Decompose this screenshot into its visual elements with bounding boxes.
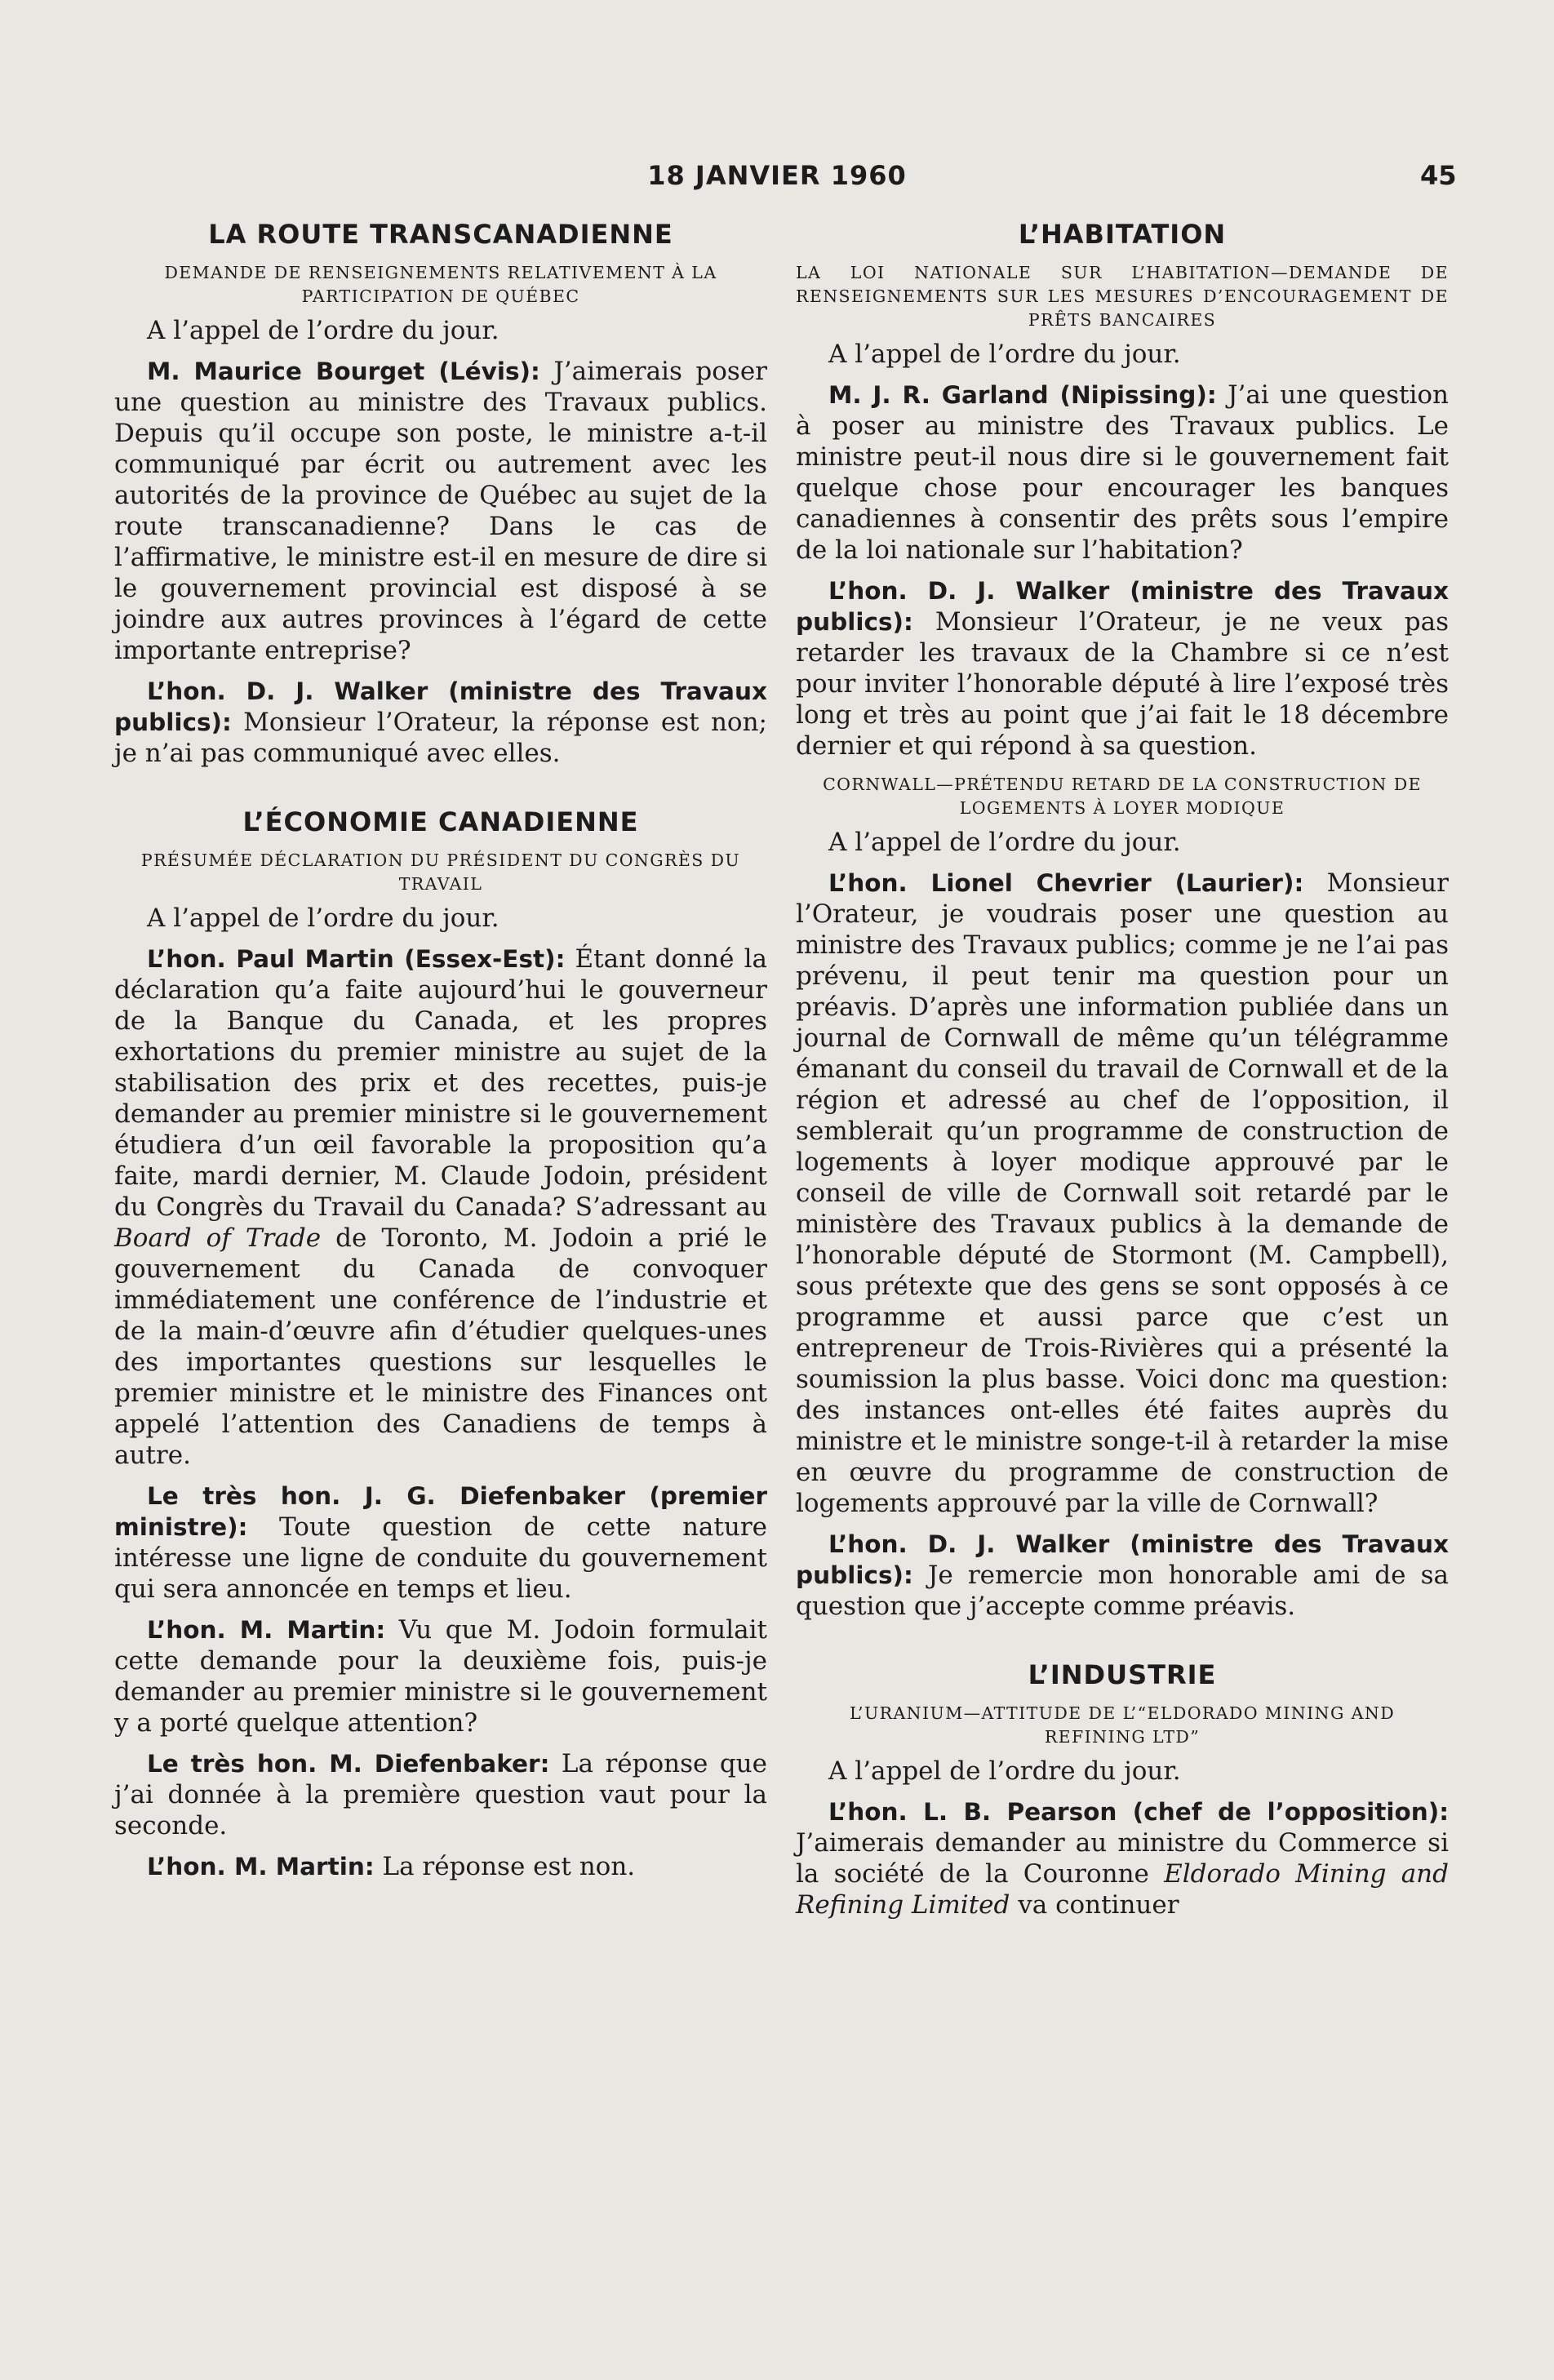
procedural-note: A l’appel de l’ordre du jour. [147,904,500,933]
speech-text: Vu que M. Jodoin formulait cette demande pour la deuxième fois, puis-je demander au premier ministre si le gouvernement y a porté quelque attention? [114,1615,767,1738]
speech-paragraph [114,1481,767,1605]
section-title: L’HABITATION [1018,219,1227,250]
page-number: 45 [1420,160,1457,191]
speech-paragraph [796,868,1449,1519]
speech-paragraph [114,1851,767,1882]
speech-text: J’aimerais poser une question au ministre des Travaux publics. Depuis qu’il occupe son poste, le ministre a-t-il communiqué par écrit ou autrement avec les autorités de la province de Québec au sujet de la route transcanadienne? Dans le cas de l’affirmative, le ministre est-il en mesure de dire si le gouvernement provincial est disposé à se joindre aux autres provinces à l’égard de cette importante entreprise? [114,357,767,665]
procedural-note: A l’appel de l’ordre du jour. [828,340,1181,369]
speech-text: Je remercie mon honorable ami de sa question que j’accepte comme préavis. [796,1561,1449,1621]
speech-paragraph [796,380,1449,566]
speech-paragraph [114,944,767,1471]
speaker-name: L’hon. Paul Martin (Essex-Est): [147,945,566,973]
speaker-name: L’hon. M. Martin: [147,1853,375,1880]
speech-paragraph [114,356,767,666]
speaker-name: L’hon. Lionel Chevrier (Laurier): [828,869,1304,897]
speech-paragraph [796,575,1449,762]
section-subtitle: LA LOI NATIONALE SUR L’HABITATION—DEMANDE DE RENSEIGNEMENTS SUR LES MESURES D’ENCOURAGEMENT DE PRÊTS BANCAIRES [796,263,1449,330]
page-header-date: 18 JANVIER 1960 [647,160,907,191]
section-subtitle: CORNWALL—PRÉTENDU RETARD DE LA CONSTRUCTION DE LOGEMENTS À LOYER MODIQUE [823,775,1422,818]
speaker-name: L’hon. L. B. Pearson (chef de l’opposition): [828,1798,1449,1826]
speech-paragraph [796,1529,1449,1622]
speech-text: Étant donné la déclaration qu’a faite aujourd’hui le gouverneur de la Banque du Canada, et les propres exhortations du premier ministre au sujet de la stabilisation des prix et des recettes, puis-je demander au premier ministre si le gouvernement étudiera d’un œil favorable la proposition qu’a faite, mardi dernier, M. Claude Jodoin, président du Congrès du Travail du Canada? S’adressant au [114,944,768,1222]
speech-text: Monsieur l’Orateur, la réponse est non; je n’ai pas communiqué avec elles. [114,708,767,768]
speech-text: Monsieur l’Orateur, je voudrais poser une question au ministre des Travaux publics; comme je ne l’ai pas prévenu, il peut tenir ma question pour un préavis. D’après une information publiée dans un journal de Cornwall de même qu’un télégramme émanant du conseil du travail de Cornwall et de la région et adressé au chef de l’opposition, il semblerait qu’un programme de construction de logements à loyer modique approuvé par le conseil de ville de Cornwall soit retardé par le ministère des Travaux publics à la demande de l’honorable député de Stormont (M. Campbell), sous prétexte que des gens se sont opposés à ce programme et aussi parce que c’est un entrepreneur de Trois-Rivières qui a présenté la soumission la plus basse. Voici donc ma question: des instances ont-elles été faites auprès du ministre et le ministre songe-t-il à retarder la mise en œuvre du programme de construction de logements approuvé par la ville de Cornwall? [796,868,1449,1518]
speech-text: La réponse est non. [374,1852,636,1881]
speech-paragraph [796,1796,1449,1920]
italic-term: Eldorado Mining and Refining Limited [796,1859,1449,1920]
speaker-name: L’hon. D. J. Walker (ministre des Travaux publics): [796,1530,1449,1589]
speech-text: J’ai une question à poser au ministre des Travaux publics. Le ministre peut-il nous dire si le gouvernement fait quelque chose pour encourager les banques canadiennes à consentir des prêts sous l’empire de la loi nationale sur l’habitation? [796,380,1449,565]
procedural-note: A l’appel de l’ordre du jour. [828,1756,1181,1786]
section-subtitle: PRÉSUMÉE DÉCLARATION DU PRÉSIDENT DU CONGRÈS DU TRAVAIL [140,850,741,894]
section-cornwall-logements [796,773,1449,1622]
section-subtitle: L’URANIUM—ATTITUDE DE L’“ELDORADO MINING AND REFINING LTD” [849,1703,1396,1747]
section-subtitle: DEMANDE DE RENSEIGNEMENTS RELATIVEMENT À LA PARTICIPATION DE QUÉBEC [164,263,717,306]
speech-paragraph [114,1748,767,1841]
section-industrie [796,1659,1449,1920]
procedural-note: A l’appel de l’ordre du jour. [828,828,1181,857]
speaker-name: L’hon. D. J. Walker (ministre des Travaux publics): [114,677,767,736]
speech-paragraph [114,1614,767,1738]
section-title: LA ROUTE TRANSCANADIENNE [208,219,673,250]
speech-paragraph [114,676,767,769]
speech-text: Monsieur l’Orateur, je ne veux pas retarder les travaux de la Chambre si ce n’est pour inviter l’honorable député à lire l’exposé très long et très au point que j’ai fait le 18 décembre dernier et qui répond à sa question. [796,607,1449,761]
speaker-name: L’hon. D. J. Walker (ministre des Travaux publics): [796,577,1449,636]
section-title: L’INDUSTRIE [1028,1659,1217,1690]
left-column [114,219,767,1882]
section-route-transcanadienne [114,219,767,769]
speaker-name: M. J. R. Garland (Nipissing): [828,381,1217,409]
section-title: L’ÉCONOMIE CANADIENNE [242,806,639,837]
speech-text: va continuer [1010,1890,1179,1920]
section-economie-canadienne [114,806,767,1882]
procedural-note: A l’appel de l’ordre du jour. [147,316,500,345]
speaker-name: Le très hon. J. G. Diefenbaker (premier ministre): [114,1482,767,1541]
speech-text: de Toronto, M. Jodoin a prié le gouvernement du Canada de convoquer immédiatement une conférence de l’industrie et de la main-d’œuvre afin d’étudier quelques-unes des importantes questions sur lesquelles le premier ministre et le ministre des Finances ont appelé l’attention des Canadiens de temps à autre. [114,1223,767,1470]
speech-text: Toute question de cette nature intéresse une ligne de conduite du gouvernement qui sera annoncée en temps et lieu. [114,1512,767,1604]
speaker-name: L’hon. M. Martin: [147,1616,386,1644]
speaker-name: Le très hon. M. Diefenbaker: [147,1750,550,1778]
right-column [796,219,1449,1920]
speaker-name: M. Maurice Bourget (Lévis): [147,357,540,385]
italic-term: Board of Trade [114,1223,322,1253]
speech-text: J’aimerais demander au ministre du Commerce si la société de la Couronne [796,1828,1449,1889]
section-habitation [796,219,1449,762]
speech-text: La réponse que j’ai donnée à la première question vaut pour la seconde. [114,1749,767,1841]
